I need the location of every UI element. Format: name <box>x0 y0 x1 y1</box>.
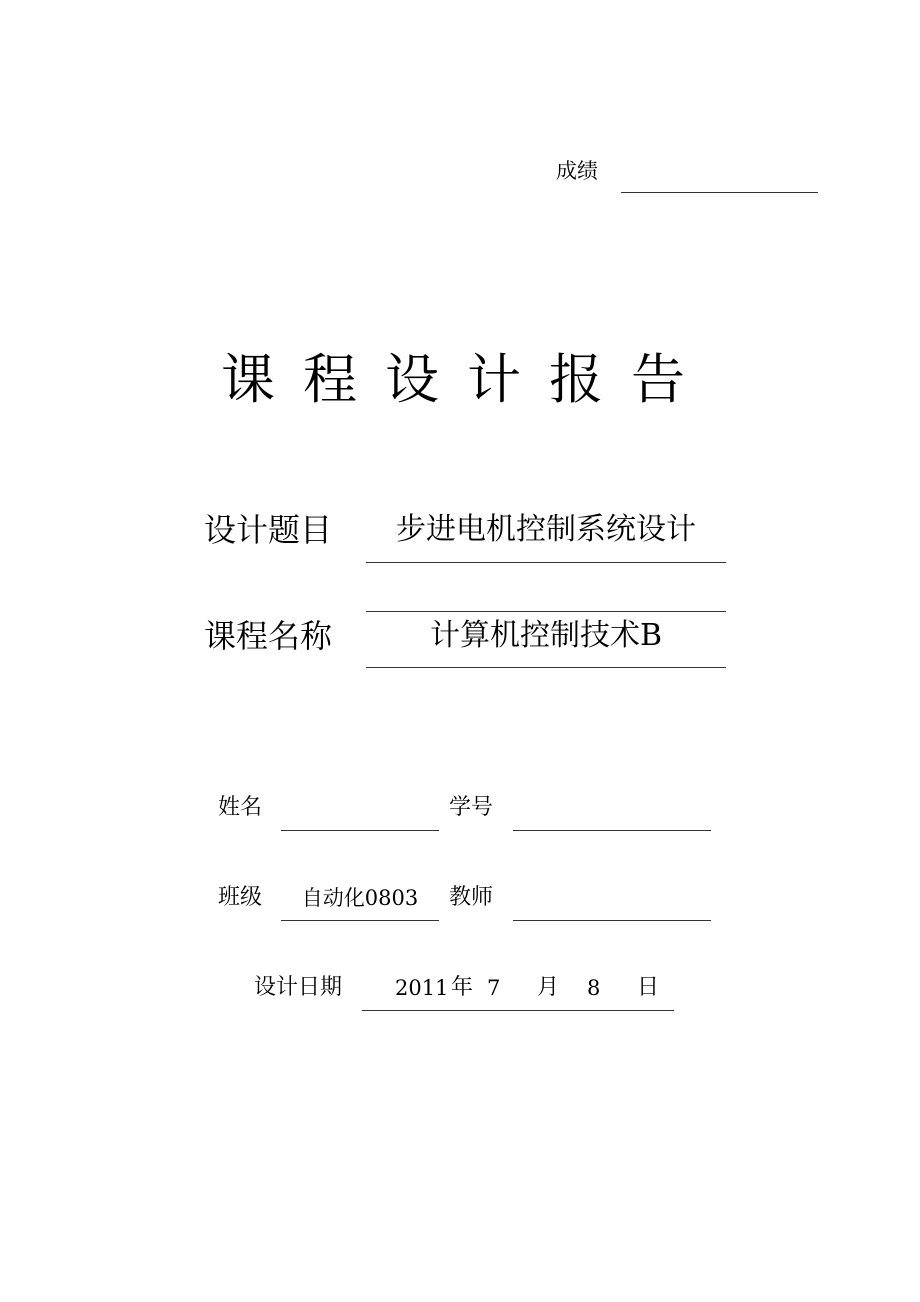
name-label: 姓名 <box>218 795 263 820</box>
class-value: 自动化0803 <box>301 886 419 910</box>
report-title: 课程设计报告 <box>221 348 713 411</box>
date-day: 8 <box>587 976 601 1000</box>
design-date-underline <box>362 1010 674 1011</box>
name-underline <box>281 830 439 831</box>
student-id-underline <box>513 830 711 831</box>
design-topic-underline <box>366 562 726 563</box>
teacher-label: 教师 <box>449 885 494 910</box>
score-label: 成绩 <box>556 159 598 183</box>
date-year-unit: 年 <box>451 975 474 1000</box>
design-topic-value: 步进电机控制系统设计 <box>396 512 696 547</box>
teacher-underline <box>513 920 711 921</box>
course-name-label: 课程名称 <box>204 617 333 655</box>
date-year: 2011 <box>395 976 449 1000</box>
design-topic-label: 设计题目 <box>204 511 333 549</box>
course-name-value: 计算机控制技术B <box>429 618 663 653</box>
class-label: 班级 <box>218 885 263 910</box>
course-name-underline <box>366 667 726 668</box>
design-date-label: 设计日期 <box>254 975 343 1000</box>
class-underline <box>281 920 439 921</box>
score-underline <box>621 192 818 193</box>
date-day-unit: 日 <box>637 975 660 1000</box>
date-month: 7 <box>487 976 501 1000</box>
date-month-unit: 月 <box>537 975 560 1000</box>
student-id-label: 学号 <box>449 795 494 820</box>
course-name-overline <box>366 611 726 612</box>
